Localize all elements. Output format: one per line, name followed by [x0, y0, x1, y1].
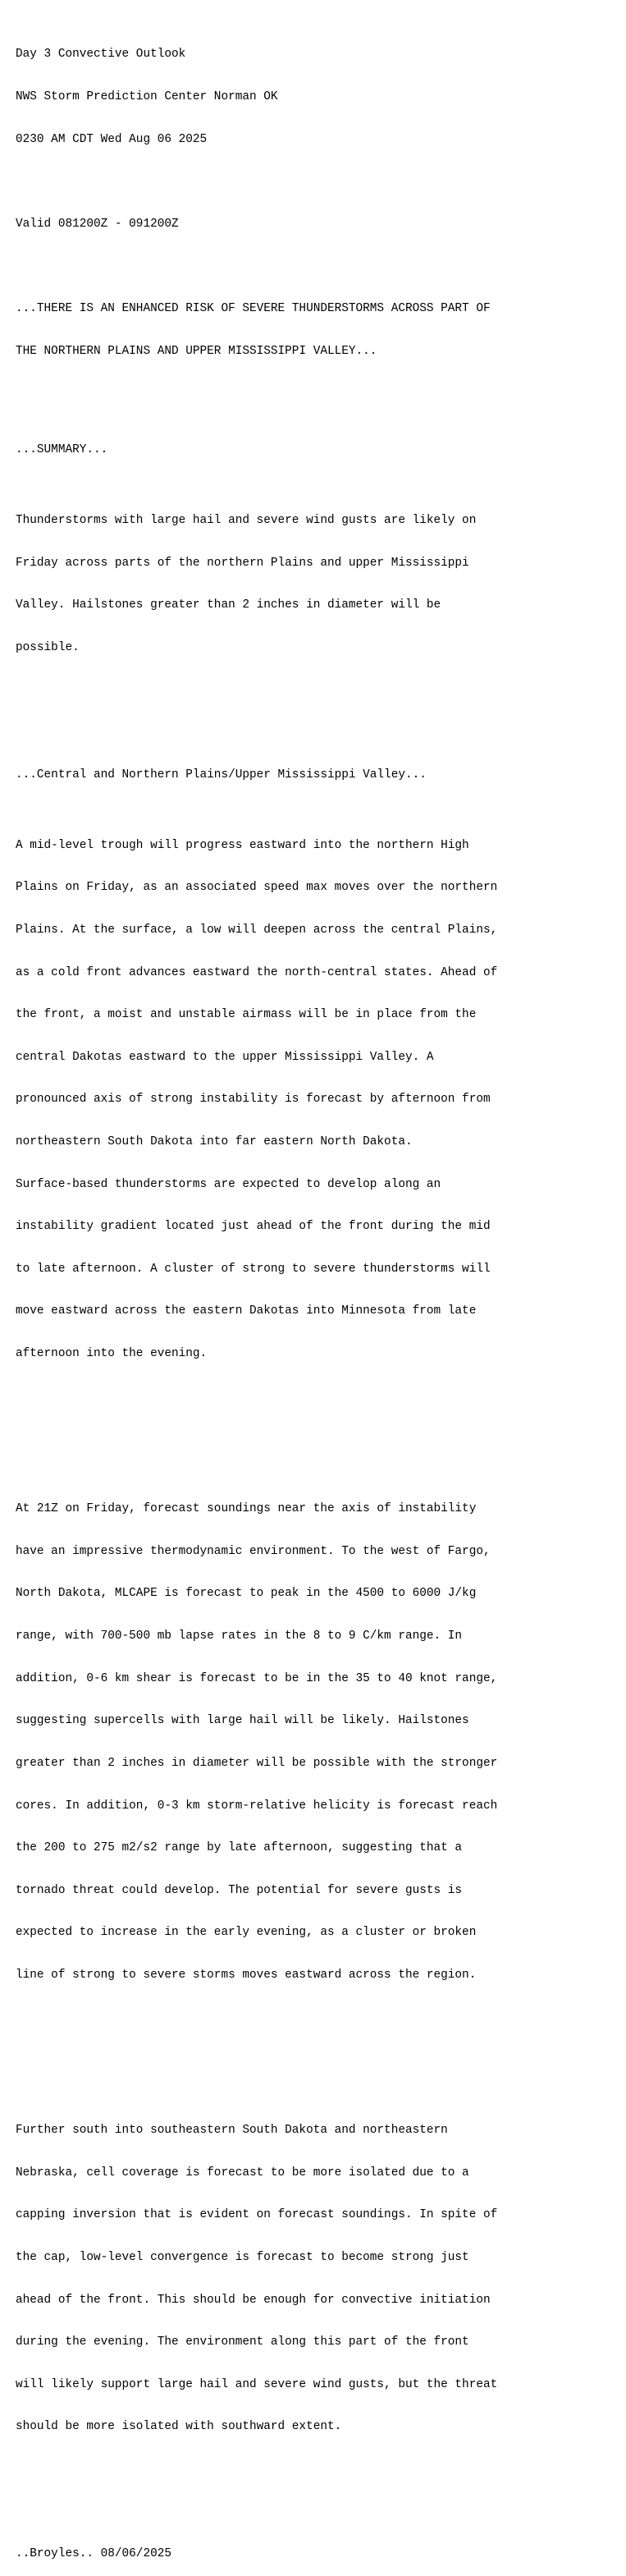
- summary-line: Valley. Hailstones greater than 2 inches in diameter will be: [16, 598, 441, 612]
- spacer: [16, 259, 497, 273]
- forecaster-signature: ..Broyles.. 08/06/2025: [16, 2547, 171, 2561]
- discussion-line: Plains. At the surface, a low will deepen across the central Plains,: [16, 923, 498, 937]
- discussion-line: instability gradient located just ahead of the front during the mid: [16, 1220, 491, 1234]
- discussion-paragraph-1: [16, 810, 497, 1389]
- discussion-paragraph-2: [16, 1474, 497, 2011]
- discussion-line: should be more isolated with southward extent.: [16, 2420, 342, 2434]
- discussion-paragraph-3: [16, 2096, 497, 2463]
- discussion-line: capping inversion that is evident on forecast soundings. In spite of: [16, 2208, 498, 2222]
- spacer: [16, 2491, 497, 2505]
- discussion-line: afternoon into the evening.: [16, 1347, 208, 1361]
- summary-text: [16, 486, 497, 684]
- spacer: [16, 1418, 497, 1432]
- spacer: [16, 387, 497, 401]
- spacer: [16, 175, 497, 189]
- discussion-line: greater than 2 inches in diameter will be possible with the stronger: [16, 1756, 498, 1770]
- discussion-line: range, with 700-500 mb lapse rates in the 8 to 9 C/km range. In: [16, 1629, 463, 1643]
- summary-heading: ...SUMMARY...: [16, 443, 108, 457]
- outlook-text: [16, 20, 497, 2576]
- discussion-line: the 200 to 275 m2/s2 range by late afternoon, suggesting that a: [16, 1841, 463, 1855]
- outlook-title: Day 3 Convective Outlook: [16, 48, 186, 62]
- risk-headline-line: THE NORTHERN PLAINS AND UPPER MISSISSIPPI VALLEY...: [16, 344, 377, 358]
- discussion-line: during the evening. The environment along this part of the front: [16, 2335, 469, 2349]
- region-heading: ...Central and Northern Plains/Upper Mississippi Valley...: [16, 768, 427, 782]
- discussion-line: the cap, low-level convergence is forecast to become strong just: [16, 2251, 469, 2264]
- discussion-line: pronounced axis of strong instability is forecast by afternoon from: [16, 1093, 491, 1107]
- discussion-line: Plains on Friday, as an associated speed max moves over the northern: [16, 881, 498, 895]
- discussion-line: have an impressive thermodynamic environment. To the west of Fargo,: [16, 1544, 491, 1558]
- discussion-line: North Dakota, MLCAPE is forecast to peak in the 4500 to 6000 J/kg: [16, 1587, 477, 1601]
- discussion-line: Further south into southeastern South Dakota and northeastern: [16, 2124, 448, 2138]
- spacer: [16, 712, 497, 726]
- valid-period: Valid 081200Z - 091200Z: [16, 217, 179, 231]
- discussion-line: expected to increase in the early evening, as a cluster or broken: [16, 1926, 477, 1940]
- discussion-line: At 21Z on Friday, forecast soundings near the axis of instability: [16, 1502, 477, 1516]
- discussion-line: cores. In addition, 0-3 km storm-relative helicity is forecast reach: [16, 1799, 498, 1813]
- risk-headline-line: ...THERE IS AN ENHANCED RISK OF SEVERE THUNDERSTORMS ACROSS PART OF: [16, 302, 491, 316]
- summary-line: possible.: [16, 640, 80, 654]
- discussion-line: central Dakotas eastward to the upper Mississippi Valley. A: [16, 1050, 434, 1064]
- discussion-line: Surface-based thunderstorms are expected to develop along an: [16, 1177, 441, 1191]
- issuing-office: NWS Storm Prediction Center Norman OK: [16, 90, 278, 104]
- summary-line: Friday across parts of the northern Plains and upper Mississippi: [16, 556, 469, 570]
- discussion-line: tornado threat could develop. The potential for severe gusts is: [16, 1883, 463, 1897]
- discussion-line: ahead of the front. This should be enough for convective initiation: [16, 2293, 491, 2307]
- discussion-line: addition, 0-6 km shear is forecast to be in the 35 to 40 knot range,: [16, 1671, 498, 1685]
- summary-line: Thunderstorms with large hail and severe wind gusts are likely on: [16, 514, 477, 528]
- discussion-line: suggesting supercells with large hail will be likely. Hailstones: [16, 1714, 469, 1728]
- discussion-line: move eastward across the eastern Dakotas into Minnesota from late: [16, 1304, 477, 1318]
- discussion-line: A mid-level trough will progress eastward into the northern High: [16, 838, 469, 852]
- issue-time: 0230 AM CDT Wed Aug 06 2025: [16, 132, 208, 146]
- discussion-line: to late afternoon. A cluster of strong to severe thunderstorms will: [16, 1262, 491, 1276]
- discussion-line: will likely support large hail and severe wind gusts, but the threat: [16, 2377, 498, 2391]
- discussion-line: the front, a moist and unstable airmass will be in place from the: [16, 1008, 477, 1022]
- discussion-line: northeastern South Dakota into far eastern North Dakota.: [16, 1134, 413, 1148]
- discussion-line: Nebraska, cell coverage is forecast to be more isolated due to a: [16, 2166, 469, 2180]
- discussion-line: as a cold front advances eastward the north-central states. Ahead of: [16, 965, 498, 979]
- spacer: [16, 2039, 497, 2053]
- discussion-line: line of strong to severe storms moves eastward across the region.: [16, 1968, 477, 1982]
